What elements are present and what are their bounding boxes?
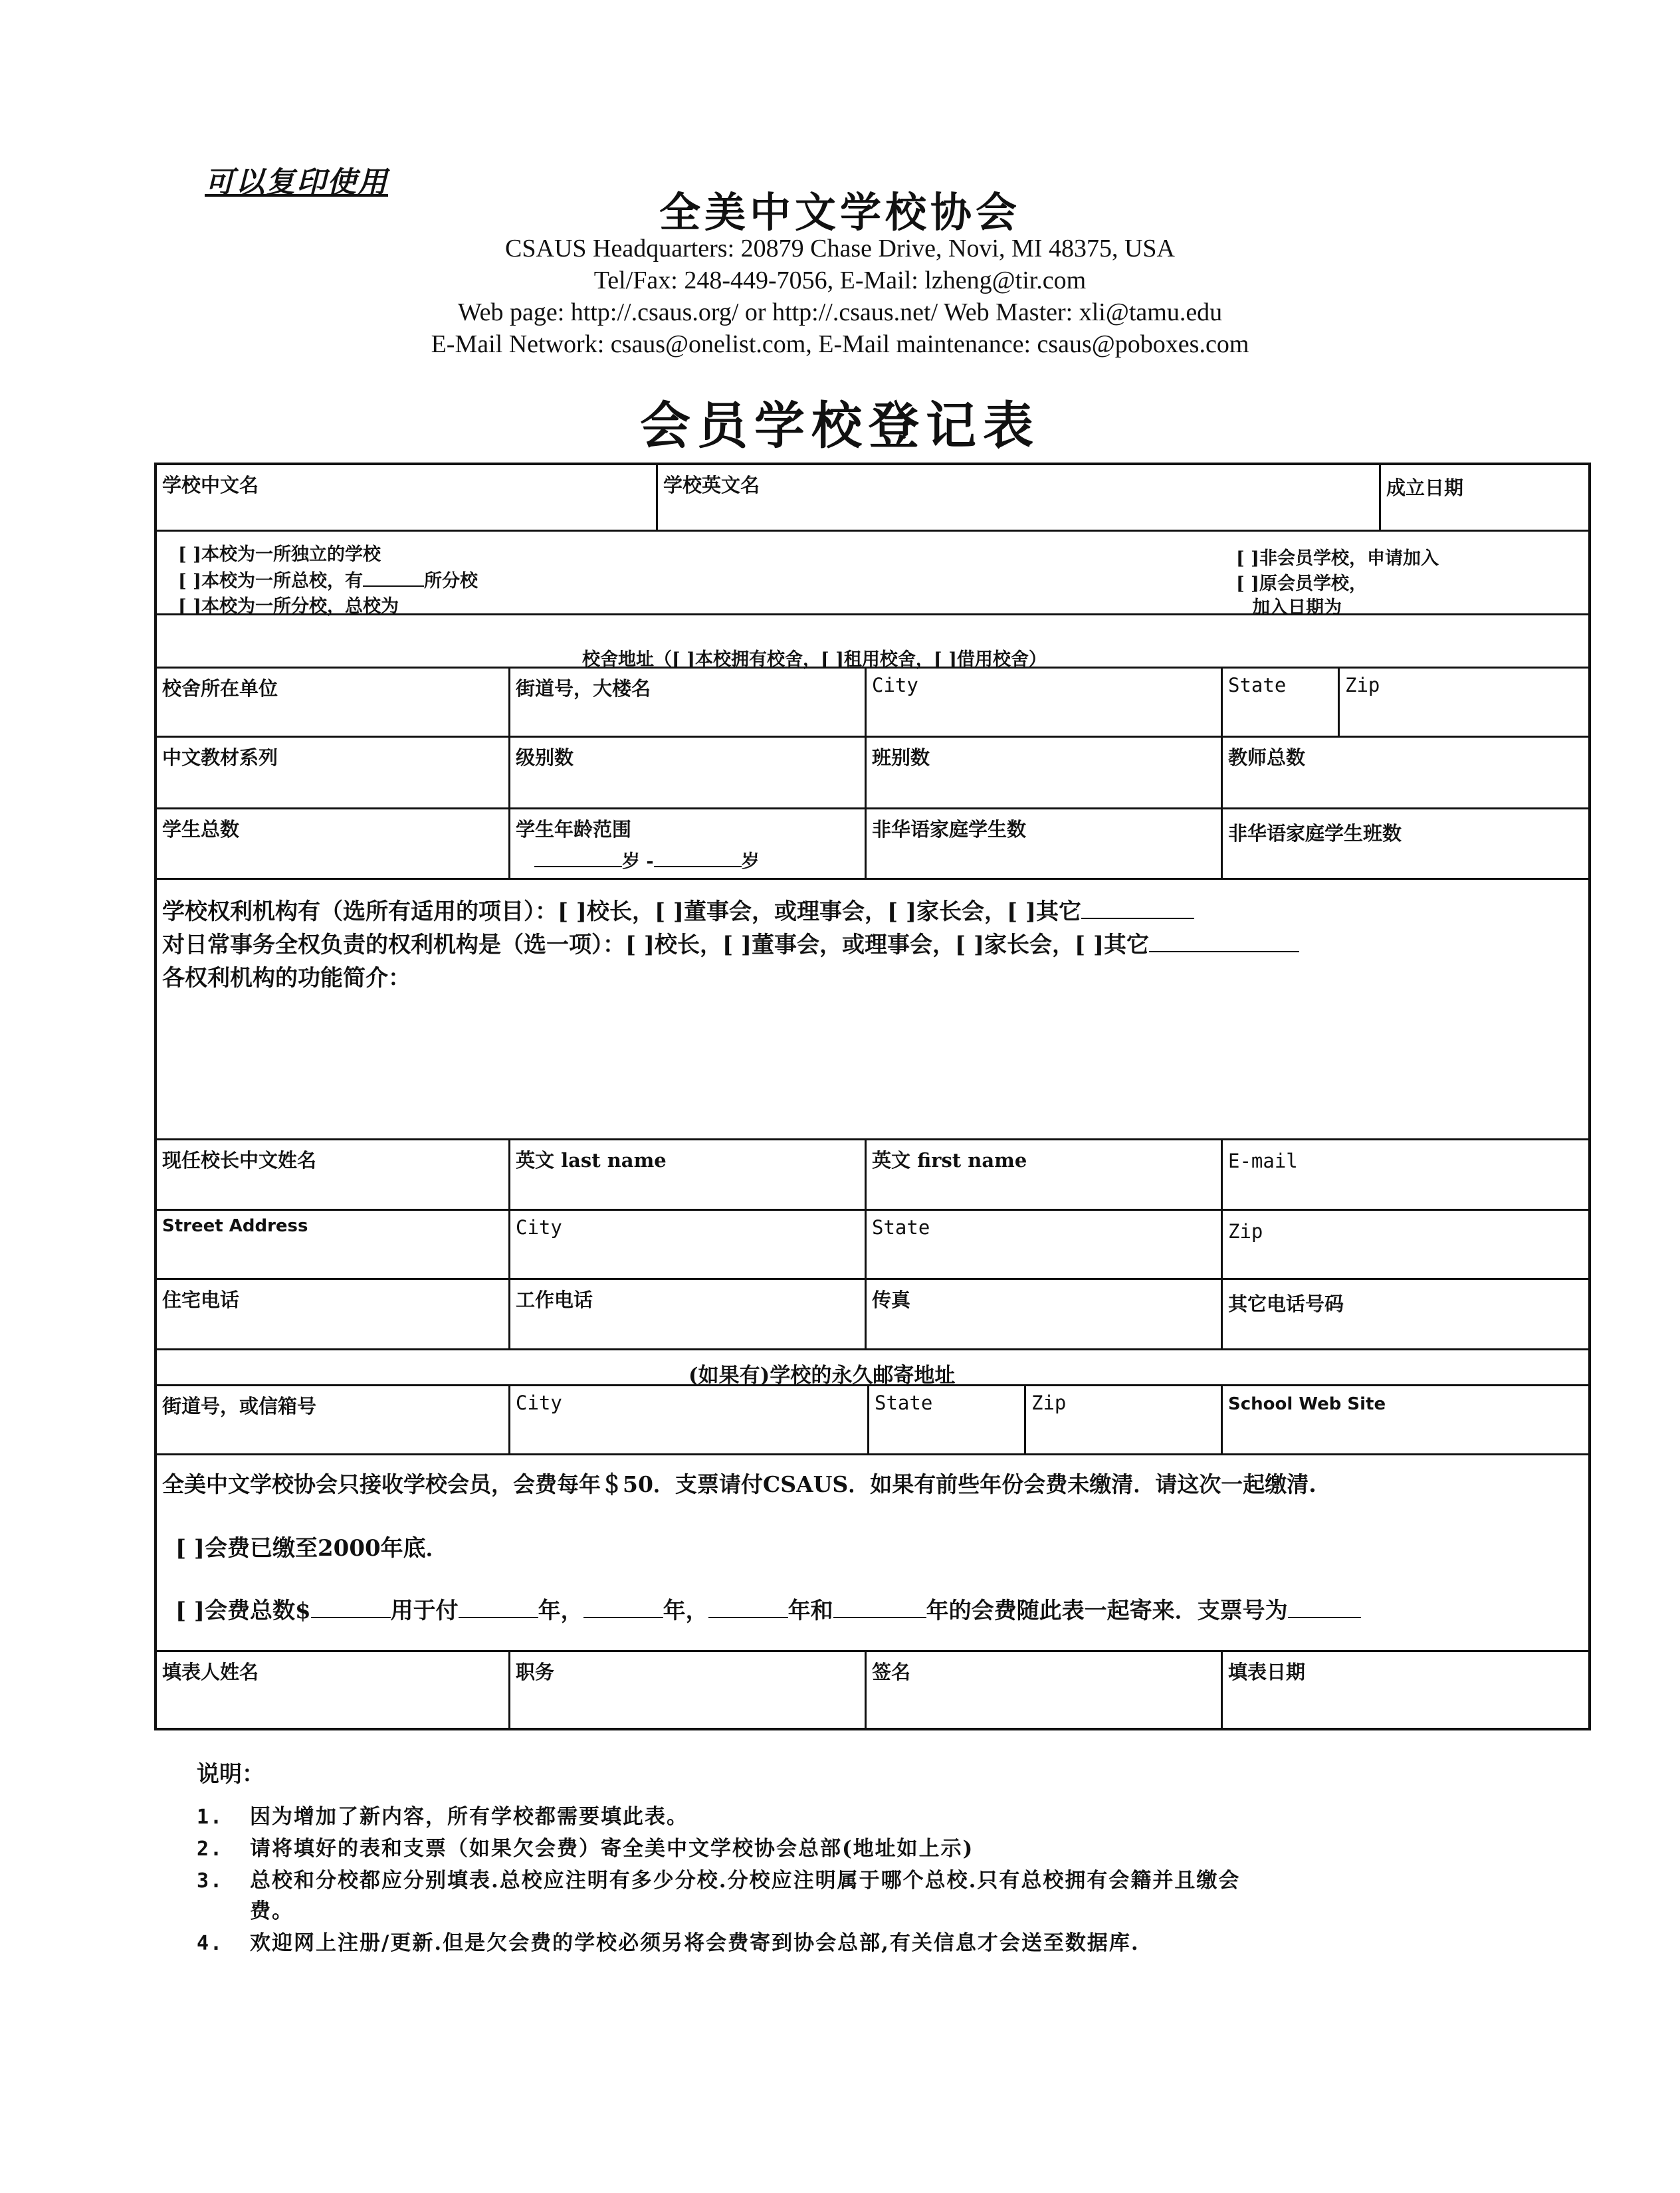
principal-state-label: State: [872, 1216, 930, 1239]
governance-bodies-line[interactable]: 学校权利机构有（选所有适用的项目）：[ ]校长，[ ]董事会，或理事会，[ ]家长会，[ ]其它: [162, 893, 1194, 926]
principal-email-field[interactable]: [1223, 1140, 1588, 1211]
membership-join-date-label: 加入日期为: [1252, 597, 1342, 618]
school-english-name-label: 学校英文名: [663, 474, 760, 496]
mailing-address-header: [157, 1350, 1588, 1386]
check-number-blank[interactable]: [1288, 1617, 1361, 1618]
school-website-label: School Web Site: [1228, 1394, 1386, 1414]
membership-section: [1225, 532, 1588, 618]
governance-section: [157, 880, 1588, 1140]
membership-new-applicant[interactable]: [ ]非会员学校，申请加入: [1236, 548, 1439, 569]
campus-state-field[interactable]: [1223, 669, 1340, 738]
signature-field[interactable]: [867, 1652, 1223, 1728]
fee-year3-blank[interactable]: [708, 1617, 788, 1618]
school-type-independent[interactable]: [ ]本校为一所独立的学校: [178, 544, 381, 565]
teacher-count-label: 教师总数: [1228, 746, 1306, 769]
web-page-line: Web page: http://.csaus.org/ or http://.csaus.net/ Web Master: xli@tamu.edu: [457, 298, 1223, 326]
work-phone-label: 工作电话: [516, 1289, 593, 1311]
governance-primary-other-blank[interactable]: [1149, 951, 1299, 952]
mail-state-field[interactable]: [869, 1386, 1026, 1455]
campus-unit-label: 校舍所在单位: [162, 677, 278, 700]
principal-chinese-name-field[interactable]: [157, 1140, 510, 1211]
principal-first-name-label: 英文 first name: [872, 1149, 1027, 1172]
student-count-label: 学生总数: [162, 818, 240, 841]
mail-zip-label: Zip: [1031, 1392, 1067, 1414]
registration-form: [154, 463, 1591, 1730]
student-count-field[interactable]: [157, 809, 510, 880]
age-max-blank[interactable]: [654, 866, 742, 867]
fee-policy-text: 全美中文学校协会只接收学校会员，会费每年＄50．支票请付CSAUS．如果有前些年份会费未缴清．请这次一起缴清.: [162, 1471, 1316, 1497]
campus-zip-field[interactable]: [1340, 669, 1588, 738]
instruction-item: 2. 请将填好的表和支票（如果欠会费）寄全美中文学校协会总部(地址如上示): [197, 1837, 974, 1861]
school-chinese-name-field[interactable]: [157, 465, 658, 532]
textbook-series-label: 中文教材系列: [162, 746, 278, 769]
principal-first-name-field[interactable]: [867, 1140, 1223, 1211]
filler-title-label: 职务: [516, 1661, 555, 1683]
street-building-label: 街道号，大楼名: [516, 677, 651, 700]
school-type-section: [157, 532, 1225, 615]
membership-fee-section: [157, 1455, 1588, 1652]
filler-name-label: 填表人姓名: [162, 1661, 259, 1683]
age-range-inputs[interactable]: 岁 - 岁: [534, 847, 760, 873]
class-count-label: 班别数: [872, 746, 930, 769]
textbook-series-field[interactable]: [157, 738, 510, 809]
school-english-name-field[interactable]: [658, 465, 1381, 532]
class-count-field[interactable]: [867, 738, 1223, 809]
principal-city-field[interactable]: [510, 1211, 867, 1280]
non-chinese-classes-label: 非华语家庭学生班数: [1228, 822, 1402, 845]
branch-count-blank[interactable]: [363, 585, 424, 587]
principal-city-label: City: [516, 1216, 562, 1239]
student-age-range-label: 学生年龄范围: [516, 818, 632, 841]
instruction-item: 1. 因为增加了新内容，所有学校都需要填此表。: [197, 1805, 688, 1829]
principal-zip-label: Zip: [1228, 1220, 1263, 1243]
campus-state-label: State: [1228, 674, 1287, 696]
fee-enclosed-option[interactable]: [ ]会费总数$ 用于付 年， 年， 年和 年的会费随此表一起寄来．支票号为: [175, 1592, 1361, 1625]
instructions-heading: 说明：: [197, 1761, 264, 1788]
campus-unit-field[interactable]: [157, 669, 510, 738]
school-chinese-name-label: 学校中文名: [162, 474, 259, 496]
fee-year4-blank[interactable]: [833, 1617, 926, 1618]
fax-field[interactable]: [867, 1280, 1223, 1350]
non-chinese-students-field[interactable]: [867, 809, 1223, 880]
age-min-blank[interactable]: [534, 866, 622, 867]
work-phone-field[interactable]: [510, 1280, 867, 1350]
campus-address-header: [157, 615, 1588, 669]
teacher-count-field[interactable]: [1223, 738, 1588, 809]
organization-title: 全美中文学校协会: [659, 188, 1021, 237]
form-title: 会员学校登记表: [640, 396, 1040, 455]
mailing-address-header-label: (如果有)学校的永久邮寄地址: [688, 1364, 956, 1388]
fee-year1-blank[interactable]: [459, 1617, 538, 1618]
campus-city-label: City: [872, 674, 918, 696]
school-website-field[interactable]: [1223, 1386, 1588, 1455]
campus-city-field[interactable]: [867, 669, 1223, 738]
signature-label: 签名: [872, 1661, 911, 1683]
principal-zip-field[interactable]: [1223, 1211, 1588, 1280]
school-type-branch[interactable]: [ ]本校为一所分校，总校为: [178, 596, 399, 617]
student-age-range-field[interactable]: [510, 809, 867, 880]
principal-state-field[interactable]: [867, 1211, 1223, 1280]
instructions: [197, 1756, 1241, 1955]
street-building-field[interactable]: [510, 669, 867, 738]
principal-chinese-name-label: 现任校长中文姓名: [162, 1149, 317, 1172]
governance-other-blank[interactable]: [1081, 918, 1194, 919]
copy-permission-note: 可以复印使用: [205, 165, 388, 199]
mail-city-label: City: [516, 1392, 562, 1414]
contact-phone-email: Tel/Fax: 248-449-7056, E-Mail: lzheng@tir.com: [593, 266, 1087, 294]
other-phone-field[interactable]: [1223, 1280, 1588, 1350]
mail-street-label: 街道号，或信箱号: [162, 1395, 317, 1417]
campus-address-options[interactable]: 校舍地址（[ ]本校拥有校舍，[ ]租用校舍，[ ]借用校舍）: [582, 649, 1047, 670]
instruction-item: 4. 欢迎网上注册/更新.但是欠会费的学校必须另将会费寄到协会总部,有关信息才会送至数据库.: [197, 1931, 1140, 1955]
fee-year2-blank[interactable]: [583, 1617, 663, 1618]
headquarters-address: CSAUS Headquarters: 20879 Chase Drive, Novi, MI 48375, USA: [505, 235, 1175, 262]
non-chinese-students-label: 非华语家庭学生数: [872, 818, 1027, 841]
mail-street-field[interactable]: [157, 1386, 510, 1455]
home-phone-field[interactable]: [157, 1280, 510, 1350]
fax-label: 传真: [872, 1289, 911, 1311]
filler-title-field[interactable]: [510, 1652, 867, 1728]
fee-total-blank[interactable]: [311, 1617, 391, 1618]
mail-state-label: State: [875, 1392, 933, 1414]
mail-city-field[interactable]: [510, 1386, 869, 1455]
home-phone-label: 住宅电话: [162, 1289, 240, 1311]
email-network-line: E-Mail Network: csaus@onelist.com, E-Mail maintenance: csaus@poboxes.com: [431, 330, 1249, 358]
principal-street-field[interactable]: [157, 1211, 510, 1280]
founding-date-label: 成立日期: [1386, 476, 1464, 499]
non-chinese-classes-field[interactable]: [1223, 809, 1588, 880]
grade-count-field[interactable]: [510, 738, 867, 809]
founding-date-field[interactable]: [1381, 465, 1588, 532]
grade-count-label: 级别数: [516, 746, 574, 769]
other-phone-label: 其它电话号码: [1228, 1293, 1344, 1315]
mail-zip-field[interactable]: [1026, 1386, 1223, 1455]
membership-former-member[interactable]: [ ]原会员学校，: [1236, 574, 1367, 594]
school-type-main-campus[interactable]: [ ]本校为一所总校，有 所分校: [178, 571, 478, 591]
fee-paid-through-option[interactable]: [ ]会费已缴至2000年底．: [175, 1535, 449, 1562]
fill-date-field[interactable]: [1223, 1652, 1588, 1728]
principal-email-label: E-mail: [1228, 1150, 1298, 1172]
instruction-item: 3. 总校和分校都应分别填表.总校应注明有多少分校.分校应注明属于哪个总校.只有总校拥有会籍并且缴会: [197, 1869, 1241, 1893]
fill-date-label: 填表日期: [1228, 1661, 1306, 1683]
principal-last-name-label: 英文 last name: [516, 1149, 667, 1172]
principal-street-label: Street Address: [162, 1216, 308, 1236]
governance-description-label: 各权利机构的功能简介：: [162, 965, 411, 992]
principal-last-name-field[interactable]: [510, 1140, 867, 1211]
governance-primary-line[interactable]: 对日常事务全权负责的权利机构是（选一项）：[ ]校长，[ ]董事会，或理事会，[ ]家长会，[ ]其它: [162, 926, 1299, 959]
campus-zip-label: Zip: [1345, 674, 1380, 696]
filler-name-field[interactable]: [157, 1652, 510, 1728]
instruction-item: 费。: [250, 1899, 294, 1923]
